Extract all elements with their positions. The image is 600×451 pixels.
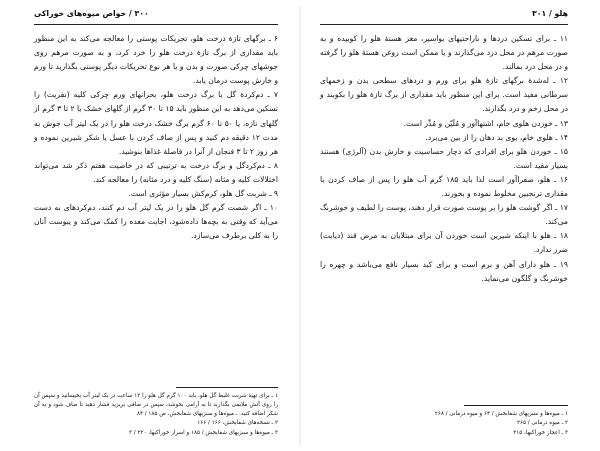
paragraph: ۱۶ ـ هلو، صفرا‌آور است لذا باید ۱۸۵ گرم آب هلو را پس از صاف کردن با مقداری ترنجبین مخلوط نموده و بخورند. [320, 174, 568, 199]
right-header-rule [320, 24, 568, 25]
paragraph: ۱۷ ـ اگر گوشت هلو را بر پوست صورت قرار دهند، پوست را لطیف و خوشرنگ می‌کند. [320, 203, 568, 227]
footnote: ۱ ـ برای تهیهٔ شربت غلیظ گل هلو، باید ۱۰۰ گرم گل هلو را ۱۲ ساعت در یک لیتر آب بخیسانید و سپس آن را روی آتش ملایمی بگذارید تا به آرامی بجوشد، سپس در صافی بریزید فشار دهید تا صاف شود و به آن شکر اضافه کنید. ـ میوه‌ها و سبزیهای شفابخش، ص ۱۸۵ / ۸۴ [34, 392, 279, 418]
footnote: ۲ ـ نسخه‌های شفابخش، ۱۶۶ / ۱۶۶ [197, 420, 278, 427]
left-header-rule [34, 24, 278, 25]
paragraph: ۸ ـ دم‌کردگل و برگ درخت به ترتیبی که در خاصیت هفتم ذکر شد می‌تواند اختلالات کلیه و مثانه (سنگ کلیه و درد مثانه) را معالجه کند. [34, 160, 278, 184]
footnote: ۳ ـ میوه‌ها و سبزیهای شفابخش / ۱۸۵ و اسرار خوراکیها، ۲۲۰ / ۳ [129, 429, 278, 436]
footnote: ۲ ـ میوه درمانی / ۲۶۵ [516, 420, 568, 427]
paragraph: ۱۰ ـ اگر شصت گرم گل هلو را در یک لیتر آب دم کنند، دم‌کردهای به دست می‌آید که وقتی به بچه‌ها داده‌شود، اجابت معده را کمک می‌کند و یبوست آنان را به کلی برطرف می‌سازد. [34, 203, 278, 241]
paragraph: ۱۴ ـ هلوی خام، بوی بد دهان را از بین می‌برد. [425, 132, 568, 142]
right-footnotes [320, 405, 568, 438]
footnote: ۳ ـ اعجاز خوراکیها، ۲۱۵ [513, 429, 568, 436]
right-page-body [320, 32, 568, 286]
paragraph: ۱۲ ـ له‌شدهٔ برگهای تازهٔ هلو برای ورم و دردهای سطحی بدن و زخمهای سرطانی مفید است. برای این منظور باید مقداری از برگ تازهٔ هلو را بکوبند و در محل زخم و درد بگذارند. [320, 76, 568, 114]
paragraph: ۱۱ ـ برای تسکین دردها و ناراحتیهای بواسیر، مغز هستهٔ هلو را کوبیده و به صورت مرهم در محل درد می‌گذارند و یا ممکن است روغن هستهٔ هلو را گرفته و در محل درد بمالند. [320, 34, 568, 72]
paragraph: ۱۳ ـ خوردن هلوی خام، اشتهاآور و مُلَیّن و مُدِّر است. [403, 118, 568, 128]
right-page [320, 8, 568, 444]
left-page [34, 8, 278, 444]
left-footnotes [34, 387, 278, 438]
paragraph: ۶ ـ برگهای تازهٔ درخت هلو، تحریکات پوستی را معالجه می‌کند به این منظور باید مقداری از برگ تازهٔ درخت هلو را خرد کرد، و به صورت مرهم روی جوشهای چرکی صورت و بدن و یا هر نوع تحریکات دیگر پوستی بگذارید تا ورم و خارش پوست درمان یابد. [34, 34, 278, 86]
footnote-rule [176, 387, 278, 388]
paragraph: ۱۵ ـ خوردن هلو برای افرادی که دچار حساسیت و خارش بدن (آلرژی) هستند بسیار مفید است. [320, 146, 568, 170]
page-gutter [299, 6, 301, 446]
paragraph: ۱۹ ـ هلو دارای آهن و برم است و برای کبد بسیار نافع می‌باشد و چهره را خوشرنگ و گلگون می‌نماید. [320, 259, 568, 283]
left-page-body [34, 32, 278, 243]
footnote-rule [464, 405, 568, 406]
left-page-header: ۳۰۰ / خواص میوه‌های خوراکی [34, 9, 149, 18]
paragraph: ۱۸ ـ هلو با اینکه شیرین است خوردن آن برای مبتلایان به مرض قند (دیابت) ضرر ندارد. [320, 231, 568, 255]
paragraph: ۹ ـ شربت گل هلو، کرم‌کش بسیار مؤثری است. [128, 189, 278, 199]
right-page-header: هلو / ۳۰۱ [531, 9, 568, 18]
paragraph: ۷ ـ دم‌کردهٔ گل یا برگ درخت هلو، بحرانهای ورم چرکی کلیه (نفریت) را تسکین می‌دهد به این منظور باید ۱۵ تا ۳۰ گرم از گلهای خشک یا ۲ تا ۳ گرم از گلهای تازه، یا ۵۰ تا ۶۰ گرم برگ خشک درخت هلو را در یک لیتر آب جوش به مدت ۱۲ دقیقه دم کنید و پس از صاف کردن با عسل یا شکر شیرین نموده و هر روز ۲ تا ۳ فنجان از آنرا در فاصلهٔ غذاها بنوشید. [34, 90, 278, 156]
footnote: ۱ ـ میوه‌ها و سبزیهای شفابخش / ۶۴ و میوه درمانی / ۲۶۸ [434, 411, 568, 418]
